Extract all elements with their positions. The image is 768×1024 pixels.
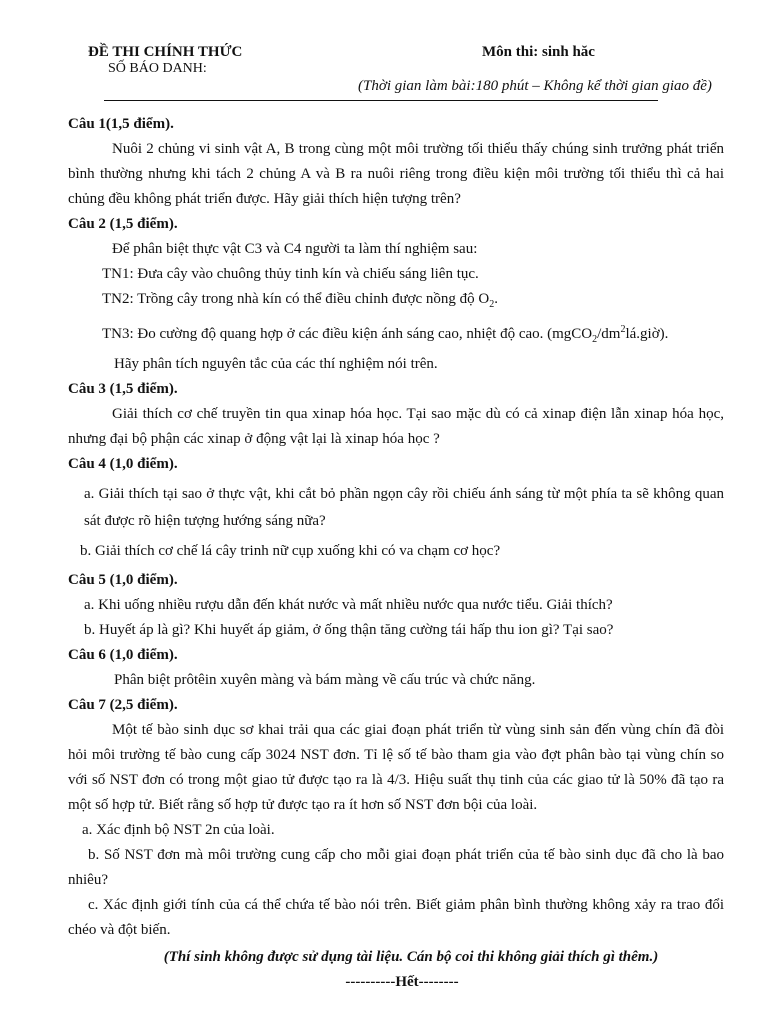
experiment-3-text: TN3: Đo cường độ quang hợp ở các điều kiện ánh sáng cao, nhiệt độ cao. (mgCO [102, 326, 593, 342]
question-2-title: Câu 2 (1,5 điểm). [68, 216, 178, 232]
question-6-title: Câu 6 (1,0 điểm). [68, 647, 178, 663]
experiment-1: TN1: Đưa cây vào chuông thủy tinh kín và chiếu sáng liên tục. [102, 266, 479, 282]
exam-footer-note: (Thí sinh không được sử dụng tài liệu. Cán bộ coi thi không giải thích gì thêm.) [163, 949, 659, 965]
question-1-title: Câu 1(1,5 điểm). [68, 116, 174, 132]
co2-subscript: 2 [592, 334, 598, 345]
exam-content [68, 112, 724, 995]
question-1-text: Nuôi 2 chủng vi sinh vật A, B trong cùng một môi trường tối thiểu thấy chúng sinh trưởng phát triển bình thường nhưng khi tách 2 chủng A và B ra nuôi riêng trong điều kiện môi trường tối thiểu thì cả hai chủng đều không phát triển được. Hãy giải thích hiện tượng trên? [68, 141, 724, 207]
question-5-part-b: b. Huyết áp là gì? Khi huyết áp giảm, ở ống thận tăng cường tái hấp thu ion gì? Tại sao? [84, 622, 614, 638]
experiment-2-end: . [494, 291, 499, 307]
question-7-part-c: c. Xác định giới tính của cá thể chứa tế bào nói trên. Biết giảm phân bình thường không xảy ra trao đổi chéo và đột biến. [68, 897, 724, 938]
question-2-intro: Để phân biệt thực vật C3 và C4 người ta làm thí nghiệm sau: [112, 241, 478, 257]
header-divider [104, 100, 658, 101]
question-7-part-a: a. Xác định bộ NST 2n của loài. [82, 822, 275, 838]
question-7-text: Một tế bào sinh dục sơ khai trải qua các giai đoạn phát triển từ vùng sinh sản đến vùng chín đã đòi hỏi môi trường tế bào cung cấp 3024 NST đơn. Tỉ lệ số tế bào tham gia vào đợt phân bào tại vùng chín so với số NST đơn có trong một giao tử được tạo ra là 4/3. Hiệu suất thụ tinh của các giao tử là 50% đã tạo ra một số hợp tử. Biết rằng số hợp tử được tạo ra ít hơn số NST đơn bội của loài. [68, 722, 724, 813]
question-5-title: Câu 5 (1,0 điểm). [68, 572, 178, 588]
experiment-3 [68, 317, 724, 352]
candidate-number-label: SỐ BÁO DANH: [108, 61, 207, 76]
question-4-part-b: b. Giải thích cơ chế lá cây trinh nữ cụp xuống khi có va chạm cơ học? [80, 543, 501, 559]
official-exam-label: ĐỀ THI CHÍNH THỨC [88, 44, 243, 60]
question-6-text: Phân biệt prôtêin xuyên màng và bám màng về cấu trúc và chức năng. [114, 672, 536, 688]
question-5-part-a: a. Khi uống nhiều rượu dẫn đến khát nước và mất nhiều nước qua nước tiểu. Giải thích? [84, 597, 613, 613]
time-note: (Thời gian làm bài:180 phút – Không kể thời gian giao đề) [358, 78, 712, 94]
experiment-3-end: lá.giờ). [625, 326, 669, 342]
question-4-title: Câu 4 (1,0 điểm). [68, 456, 178, 472]
dm-superscript: 2 [620, 324, 626, 335]
question-7-part-b: b. Số NST đơn mà môi trường cung cấp cho mỗi giai đoạn phát triển của tế bào sinh dục đã cho là bao nhiêu? [68, 847, 724, 888]
question-7-title: Câu 7 (2,5 điểm). [68, 697, 178, 713]
subject-label: Môn thi: sinh hăc [482, 44, 595, 60]
question-3-title: Câu 3 (1,5 điểm). [68, 381, 178, 397]
experiment-2-text: TN2: Trồng cây trong nhà kín có thể điều chỉnh được nồng độ O [102, 291, 490, 307]
exam-end-mark: ----------Hết-------- [345, 974, 459, 990]
question-3-text: Giải thích cơ chế truyền tin qua xinap hóa học. Tại sao mặc dù có cả xinap điện lẫn xinap hóa học, nhưng đại bộ phận các xinap ở động vật lại là xinap hóa học ? [68, 406, 724, 447]
question-4-part-a: a. Giải thích tại sao ở thực vật, khi cắt bỏ phần ngọn cây rồi chiếu ánh sáng từ một phía ta sẽ không quan sát được rõ hiện tượng hướng sáng nữa? [84, 486, 724, 529]
experiment-2 [68, 287, 724, 317]
question-2-ask: Hãy phân tích nguyên tắc của các thí nghiệm nói trên. [114, 356, 438, 372]
experiment-3-unit: /dm [597, 326, 621, 342]
oxygen-subscript: 2 [489, 299, 495, 310]
